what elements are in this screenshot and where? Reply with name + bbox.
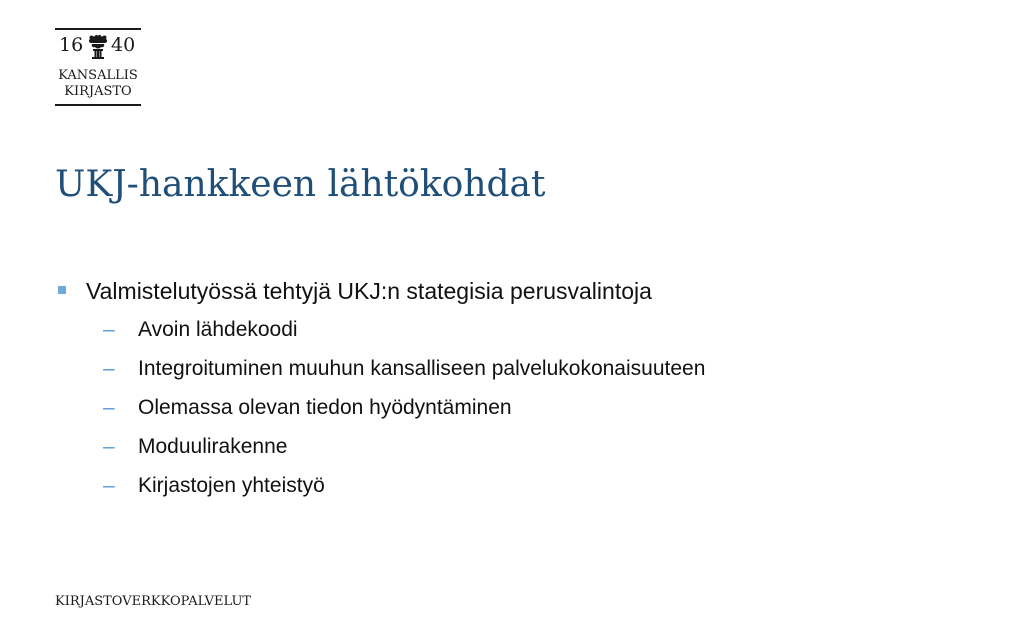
corinthian-capital-icon xyxy=(86,33,110,59)
sub-bullet-item xyxy=(55,388,955,427)
sub-bullet-item xyxy=(55,427,955,466)
sub-bullet-text: Olemassa olevan tiedon hyödyntäminen xyxy=(138,396,512,419)
logo-year-left: 16 xyxy=(59,34,84,56)
footer-label: KIRJASTOVERKKOPALVELUT xyxy=(55,594,252,609)
logo-year-right: 40 xyxy=(111,34,136,56)
dash-icon: – xyxy=(103,435,115,458)
sub-bullet-text: Integroituminen muuhun kansalliseen palvelukokonaisuuteen xyxy=(138,357,706,380)
square-bullet-icon xyxy=(58,286,66,294)
sub-bullet-text: Kirjastojen yhteistyö xyxy=(138,474,325,497)
sub-bullet-item xyxy=(55,466,955,505)
dash-icon: – xyxy=(103,357,115,380)
slide-title: UKJ-hankkeen lähtökohdat xyxy=(55,164,546,205)
sub-bullet-text: Moduulirakenne xyxy=(138,435,288,458)
sub-bullet-item xyxy=(55,349,955,388)
logo-name-line1: KANSALLIS xyxy=(58,68,138,83)
slide-content xyxy=(55,272,955,505)
logo-top-rule xyxy=(55,28,141,30)
dash-icon: – xyxy=(103,474,115,497)
sub-bullet-text: Avoin lähdekoodi xyxy=(138,318,298,341)
bullet-item xyxy=(55,272,955,310)
dash-icon: – xyxy=(103,396,115,419)
dash-icon: – xyxy=(103,318,115,341)
logo-bottom-rule xyxy=(55,104,141,106)
sub-bullet-item xyxy=(55,310,955,349)
bullet-text: Valmistelutyössä tehtyjä UKJ:n stategisia perusvalintoja xyxy=(86,278,652,304)
logo-name-line2: KIRJASTO xyxy=(64,84,132,99)
kansalliskirjasto-logo xyxy=(55,28,141,108)
